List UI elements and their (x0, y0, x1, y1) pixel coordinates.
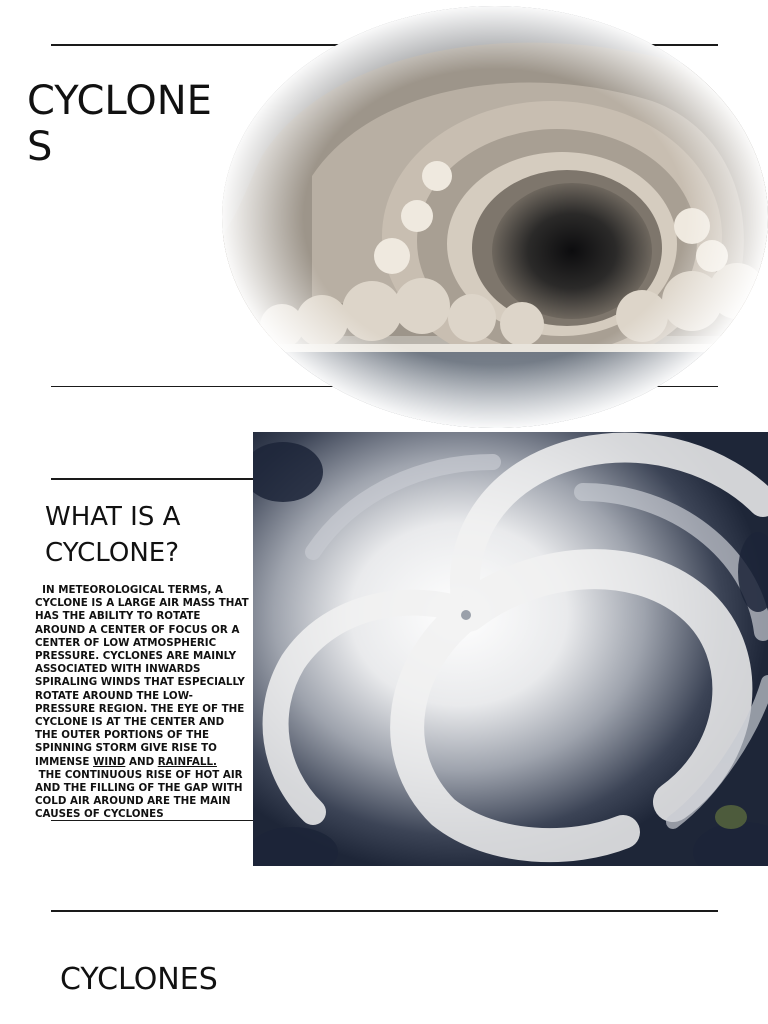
footer-divider (51, 910, 718, 912)
cyclone-wave-photo (222, 6, 768, 428)
and-text: AND (128, 755, 155, 768)
section-top-divider (51, 478, 253, 480)
section-heading (45, 499, 245, 571)
page-title (27, 78, 232, 170)
page-title-line2: S (27, 124, 53, 170)
section-heading-line2: CYCLONE? (45, 538, 180, 568)
section-heading-line1: WHAT IS A (45, 502, 181, 532)
paragraph-tail: THE CONTINUOUS RISE OF HOT AIR AND THE FILLING OF THE GAP WITH COLD AIR AROUND ARE THE MAIN CAUSES OF CYCLONES (35, 768, 243, 821)
rainfall-link[interactable]: RAINFALL. (157, 755, 217, 768)
cyclone-definition-paragraph (35, 584, 250, 822)
page-title-line1: CYCLONE (27, 78, 212, 124)
satellite-cyclone-photo (253, 432, 768, 866)
footer-title: CYCLONES (60, 962, 218, 997)
wind-link[interactable]: WIND (93, 755, 126, 768)
paragraph-lead: IN METEOROLOGICAL TERMS, A CYCLONE IS A LARGE AIR MASS THAT HAS THE ABILITY TO ROTATE AROUND A CENTER OF FOCUS OR A CENTER OF LOW ATMOSPHERIC PRESSURE. CYCLONES ARE MAINLY ASSOCIATED WITH INWARDS SPIRALING WINDS THAT ESPECIALLY ROTATE AROUND THE LOW-PRESSURE REGION. THE EYE OF THE CYCLONE IS AT THE CENTER AND THE OUTER PORTIONS OF THE SPINNING STORM GIVE RISE TO IMMENSE (35, 584, 249, 768)
